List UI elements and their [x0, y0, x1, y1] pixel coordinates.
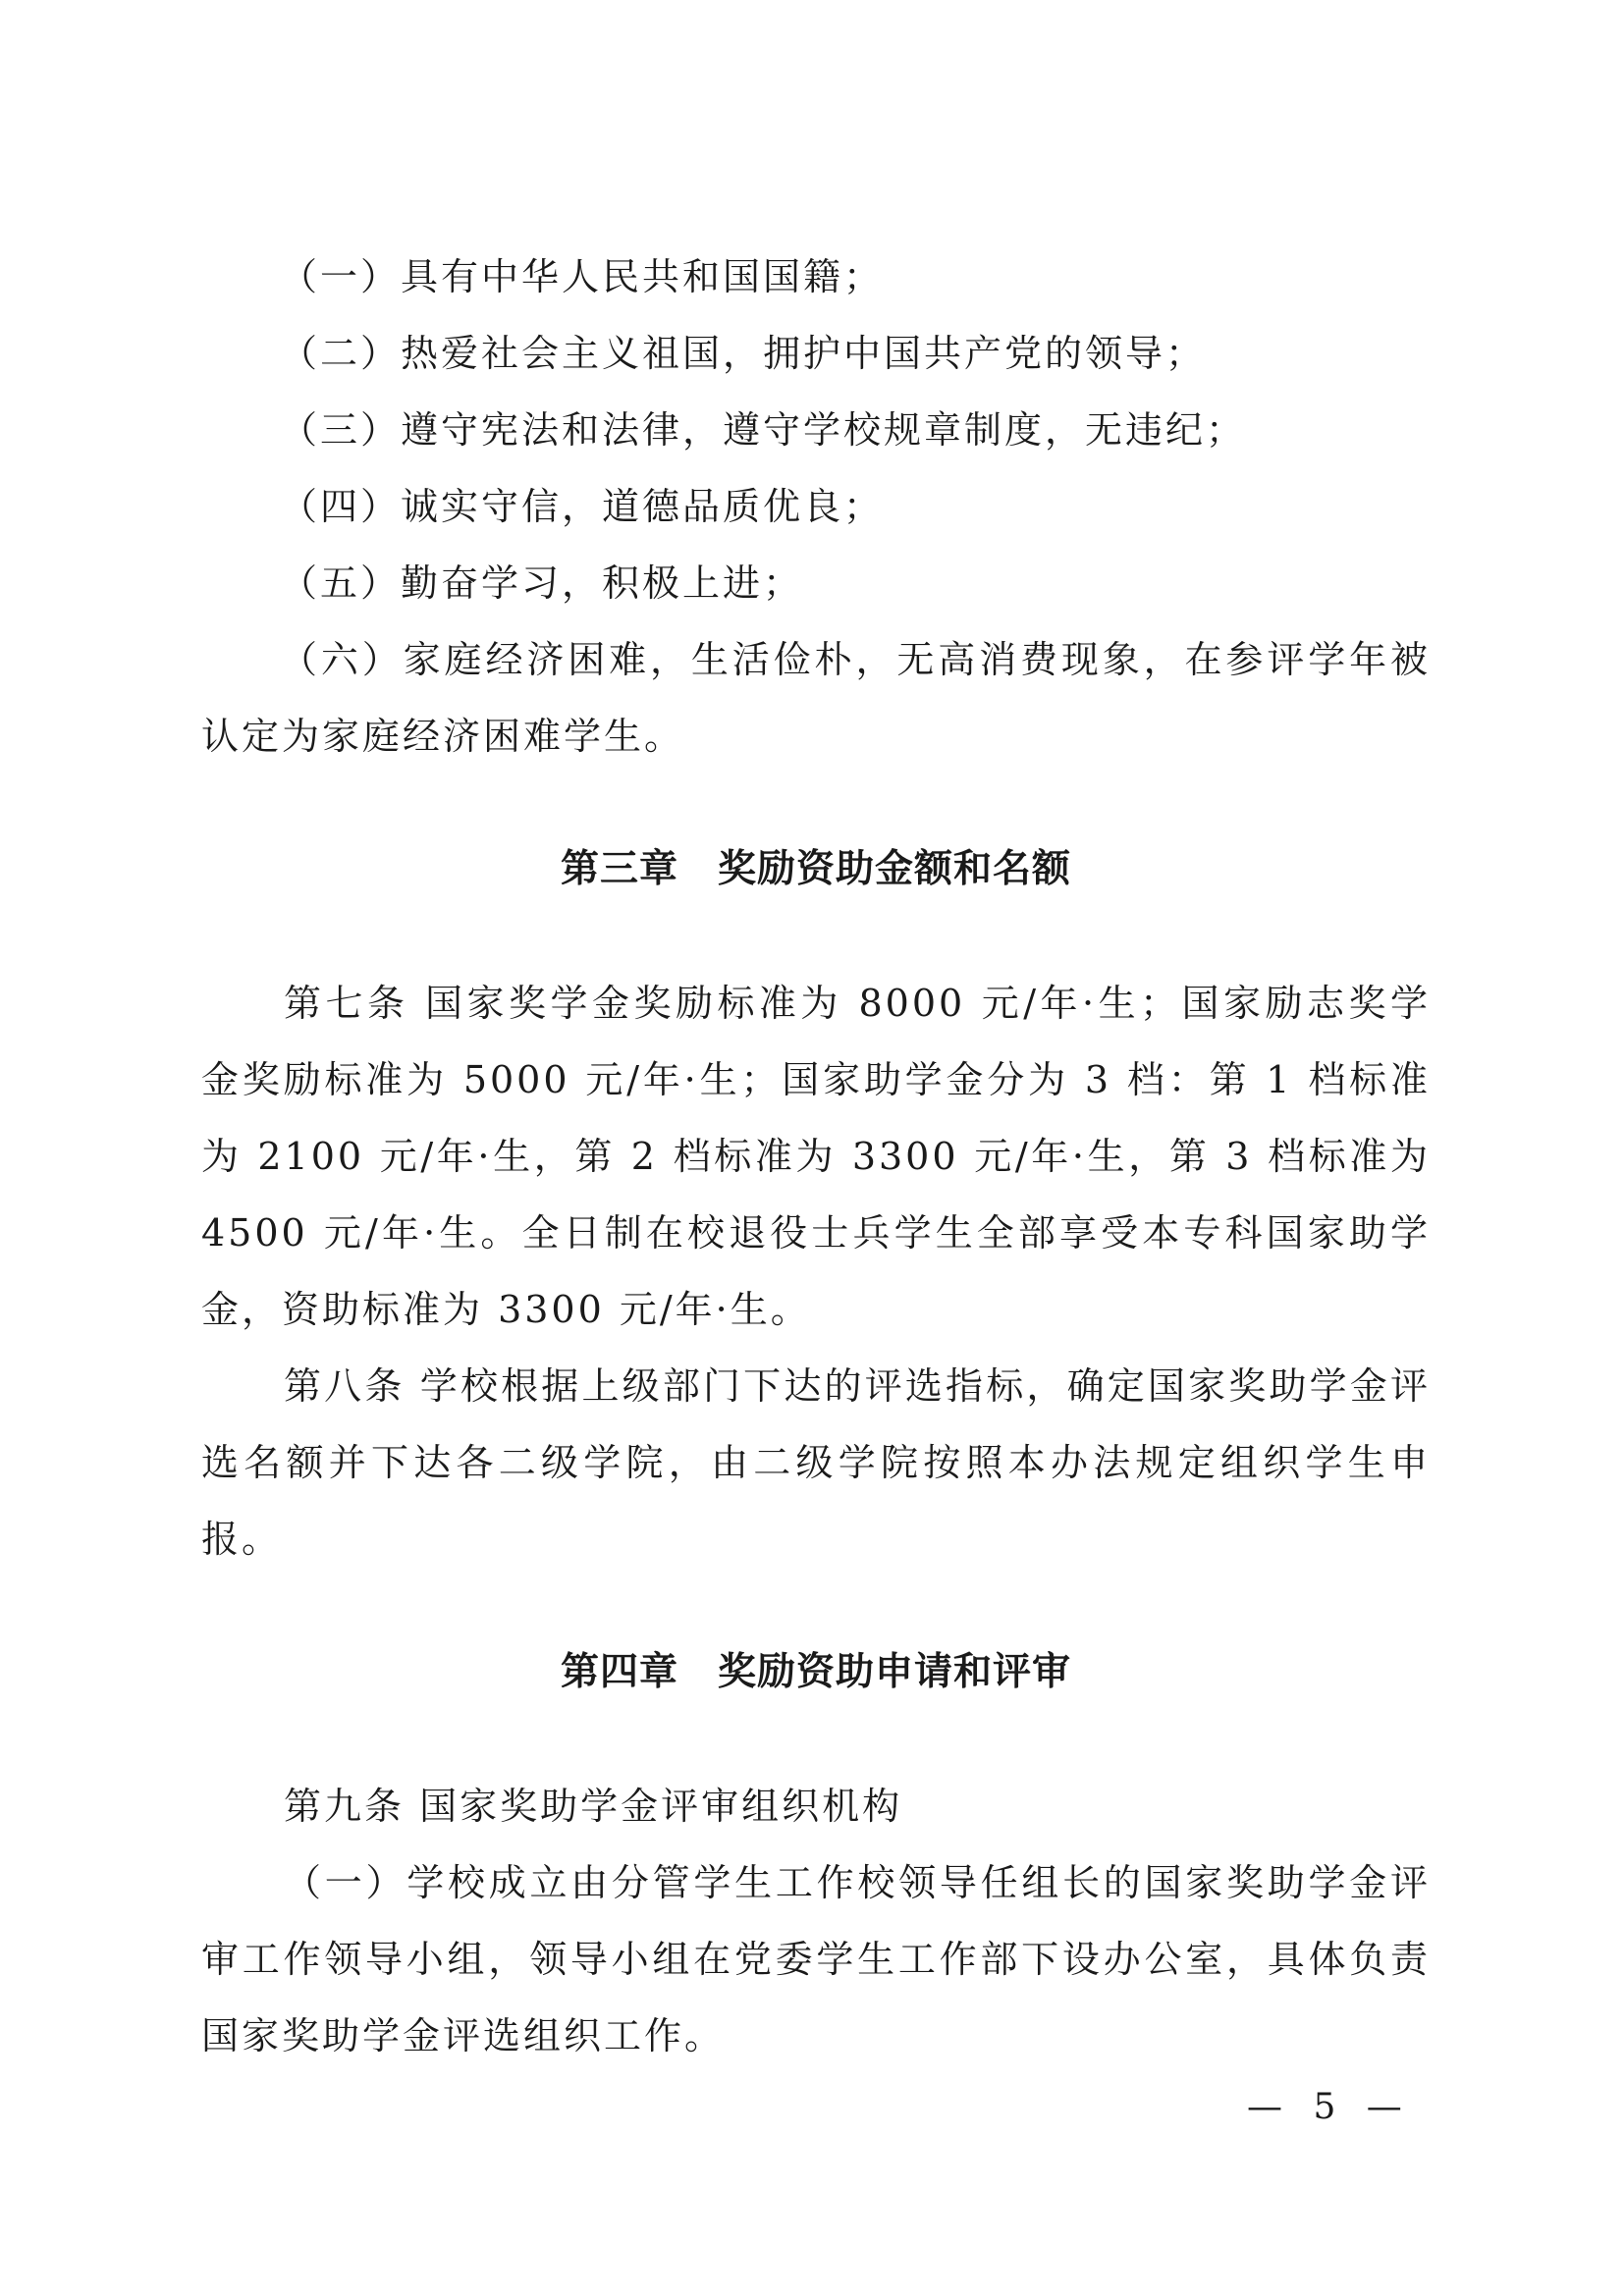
spacer — [201, 1711, 1431, 1768]
chapter-3-title: 第三章 奖励资助金额和名额 — [560, 847, 1071, 891]
article-8: 第八条 学校根据上级部门下达的评选指标，确定国家奖助学金评选名额并下达各二级学院，由二级学院按照本办法规定组织学生申报。 — [201, 1364, 1431, 1561]
eligibility-item-2: （二）热爱社会主义祖国，拥护中国共产党的领导； — [280, 332, 1207, 375]
article-7: 第七条 国家奖学金奖励标准为 8000 元/年·生；国家励志奖学金奖励标准为 5000 元/年·生；国家助学金分为 3 档：第 1 档标准为 2100 元/年·生，第 2 档标准为 3300 元/年·生，第 3 档标准为 4500 元/年·生。全日制在校退役士兵学生全部享受本专科国家助学金，资助标准为 3300 元/年·生。 — [201, 982, 1431, 1331]
spacer — [201, 774, 1431, 831]
page-number: — 5 — — [1247, 2087, 1412, 2127]
chapter-4-title: 第四章 奖励资助申请和评审 — [560, 1650, 1071, 1694]
spacer — [201, 908, 1431, 965]
document-body — [201, 239, 1431, 2074]
eligibility-item-4: （四）诚实守信，道德品质优良； — [280, 485, 885, 528]
spacer — [201, 1577, 1431, 1634]
eligibility-item-3: （三）遵守宪法和法律，遵守学校规章制度，无违纪； — [280, 408, 1247, 452]
article-9-item-1: （一）学校成立由分管学生工作校领导任组长的国家奖助学金评审工作领导小组，领导小组在党委学生工作部下设办公室，具体负责国家奖助学金评选组织工作。 — [201, 1861, 1431, 2057]
eligibility-item-6: （六）家庭经济困难，生活俭朴，无高消费现象，在参评学年被认定为家庭经济困难学生。 — [201, 638, 1431, 758]
eligibility-item-1: （一）具有中华人民共和国国籍； — [280, 255, 885, 298]
article-9: 第九条 国家奖助学金评审组织机构 — [284, 1785, 903, 1828]
eligibility-item-5: （五）勤奋学习，积极上进； — [280, 561, 804, 605]
